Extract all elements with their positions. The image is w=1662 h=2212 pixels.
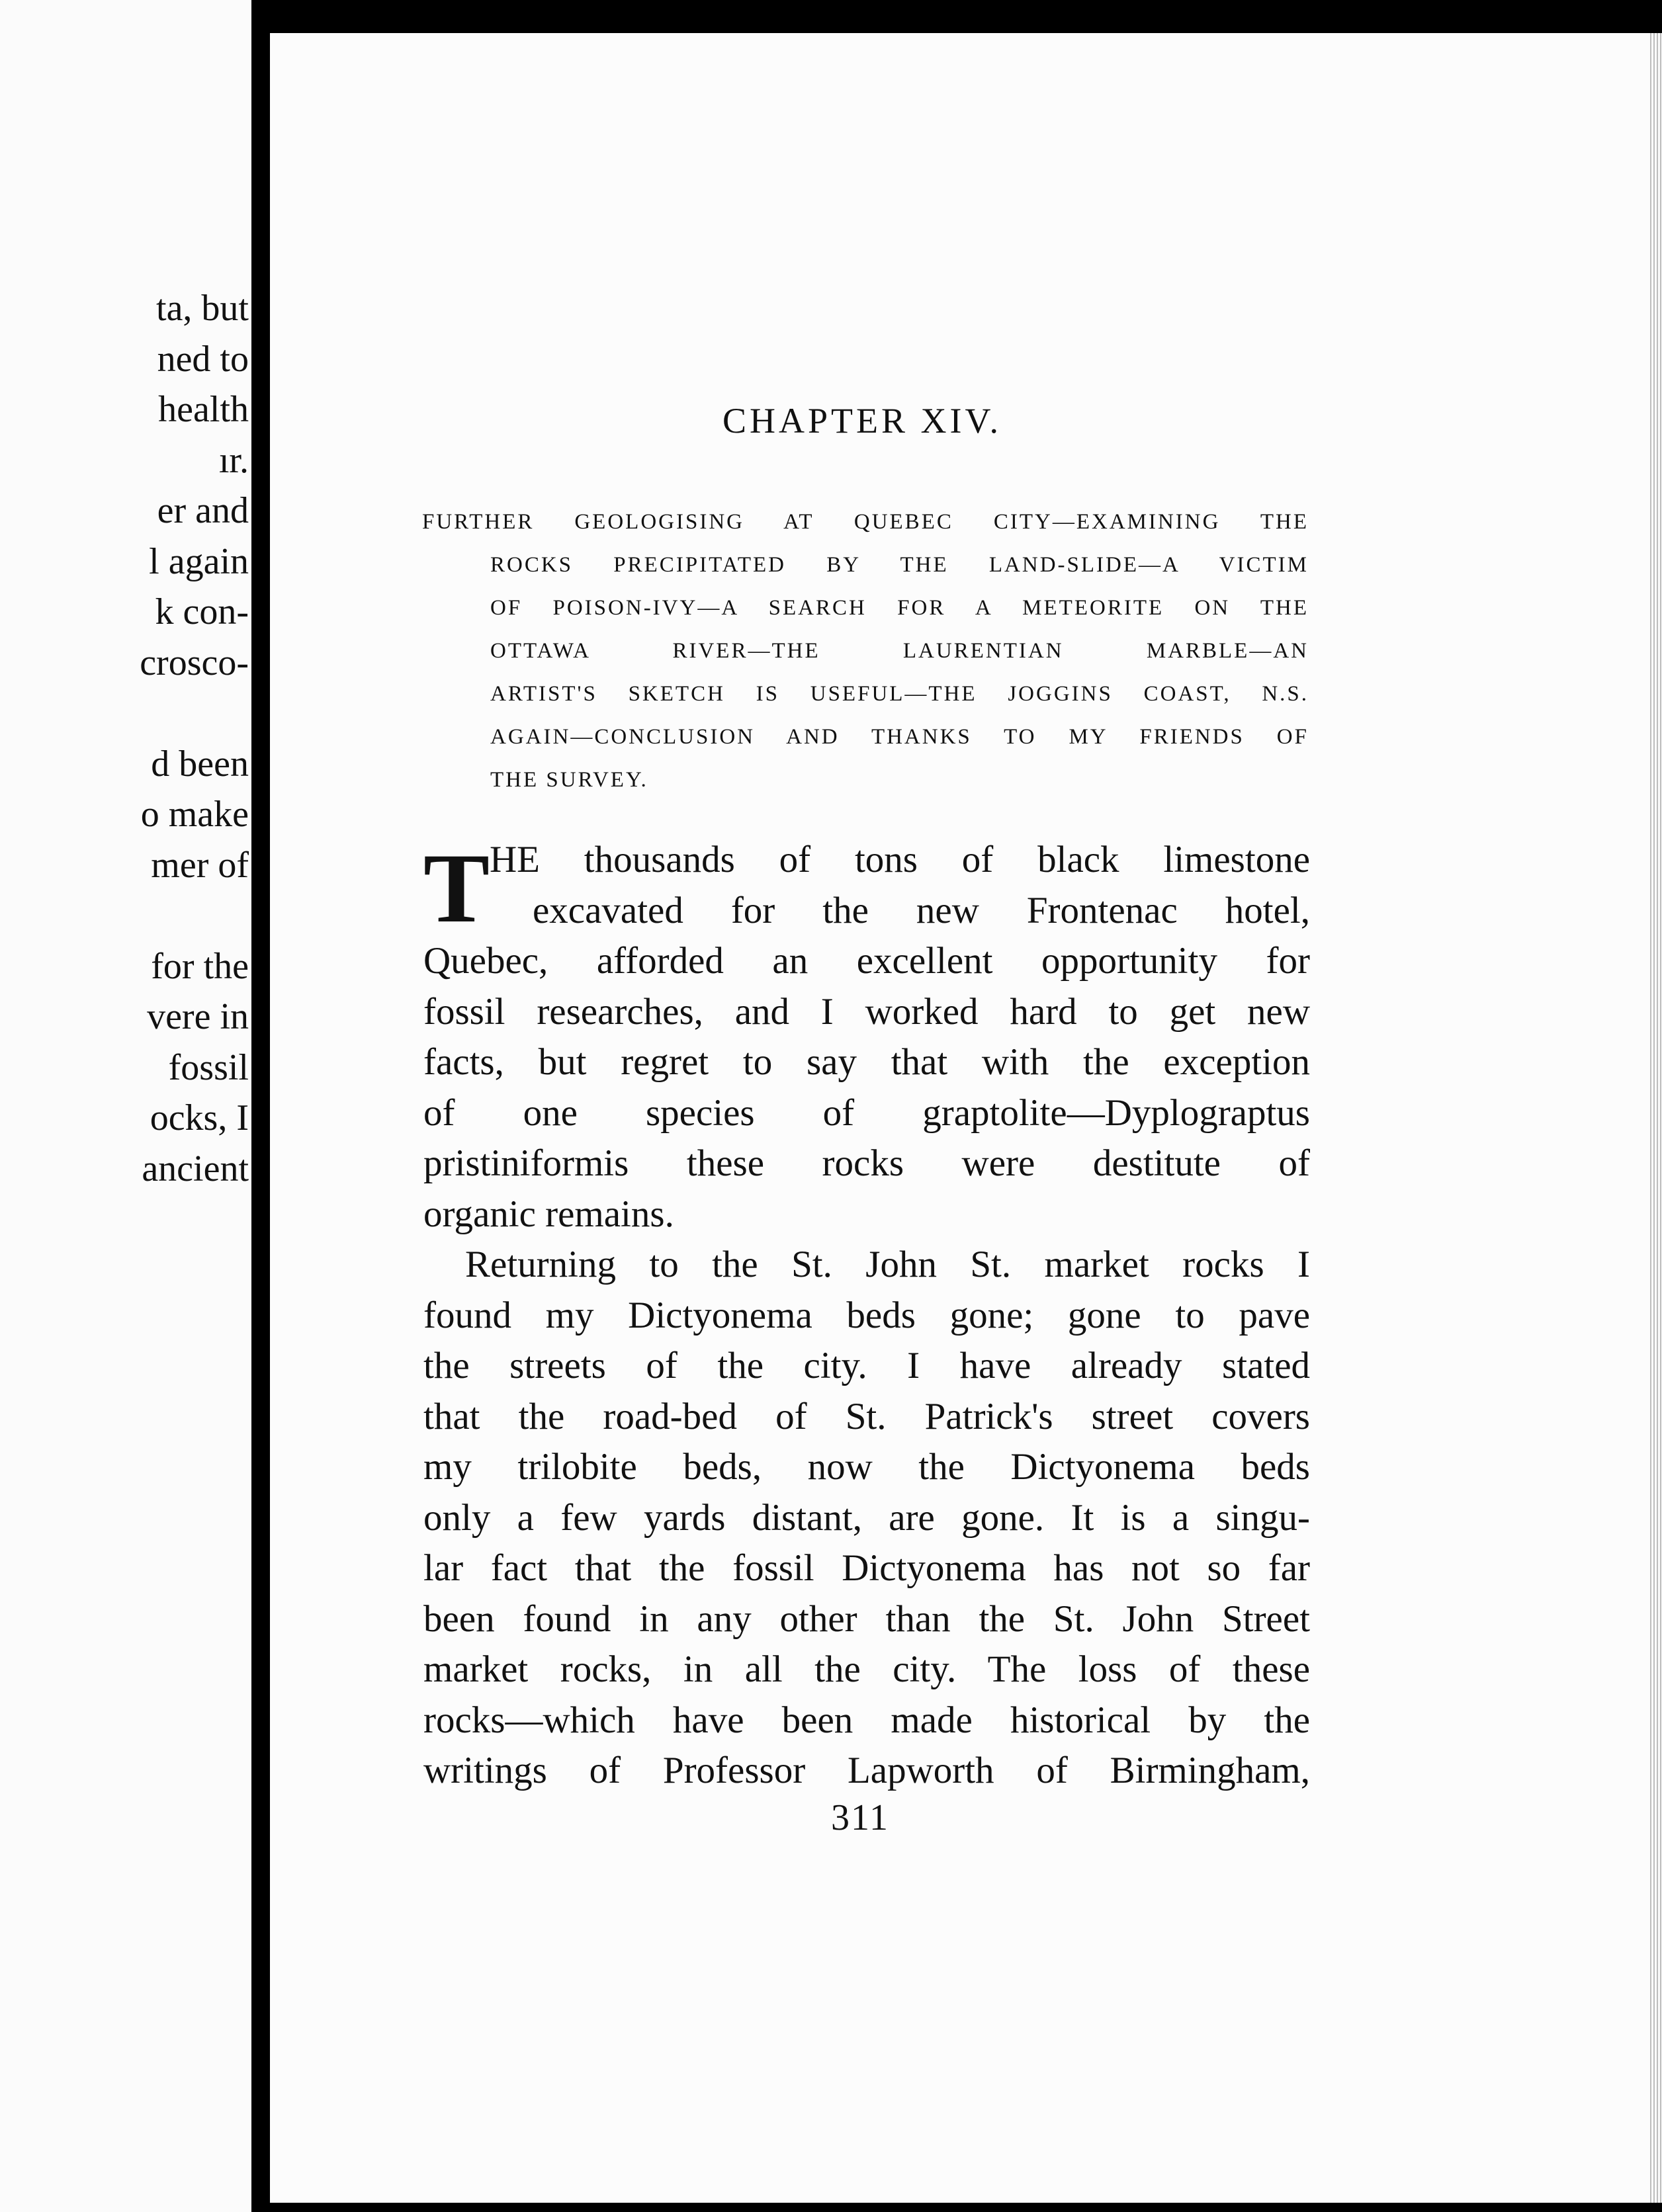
facing-line: ned to: [157, 338, 249, 380]
facing-line: crosco-: [140, 642, 249, 683]
facing-line: k con-: [155, 591, 249, 632]
facing-line: d been: [151, 743, 249, 785]
chapter-title: CHAPTER XIV.: [722, 401, 1002, 441]
drop-cap: T: [423, 833, 490, 943]
text-line: the streets of the city. I have already stated: [423, 1345, 1310, 1386]
facing-line: ta, but: [156, 288, 249, 329]
text-line: facts, but regret to say that with the exception: [423, 1041, 1310, 1083]
facing-line: fossil: [168, 1046, 249, 1088]
text-line: Quebec, afforded an excellent opportunity for: [423, 940, 1310, 982]
facing-line: health: [158, 389, 249, 430]
synopsis-line: AGAIN—CONCLUSION AND THANKS TO MY FRIENDS OF: [490, 725, 1309, 749]
text-line: market rocks, in all the city. The loss of these: [423, 1648, 1310, 1690]
synopsis-line: ROCKS PRECIPITATED BY THE LAND-SLIDE—A VICTIM: [490, 553, 1309, 577]
synopsis-line: OTTAWA RIVER—THE LAURENTIAN MARBLE—AN: [490, 639, 1309, 663]
synopsis-line: OF POISON-IVY—A SEARCH FOR A METEORITE ON THE: [490, 596, 1309, 620]
text-line: fossil researches, and I worked hard to get new: [423, 990, 1310, 1033]
facing-line: vere in: [147, 996, 249, 1037]
text-line: rocks—which have been made historical by the: [423, 1699, 1310, 1741]
facing-page-text: [0, 283, 251, 1194]
text-line: my trilobite beds, now the Dictyonema beds: [423, 1446, 1310, 1488]
page-edge: [1650, 33, 1662, 2209]
text-line: writings of Professor Lapworth of Birmingham,: [423, 1750, 1310, 1791]
text-line: of one species of graptolite—Dyplograptus: [423, 1091, 1310, 1134]
facing-line-gap: [0, 688, 251, 739]
text-line: HE thousands of tons of black limestone: [490, 839, 1310, 880]
facing-line: mer of: [151, 844, 249, 886]
text-line: only a few yards distant, are gone. It is a singu-: [423, 1496, 1310, 1539]
text-line: been found in any other than the St. John Street: [423, 1597, 1310, 1640]
facing-page: [0, 0, 251, 2212]
facing-line: for the: [151, 945, 249, 987]
text-line: pristiniformis these rocks were destitute of: [423, 1142, 1310, 1184]
facing-line: ancient: [142, 1148, 249, 1189]
synopsis-line: FURTHER GEOLOGISING AT QUEBEC CITY—EXAMINING THE: [422, 510, 1309, 534]
book-spine: [251, 0, 270, 2212]
chapter-synopsis: [422, 501, 1309, 802]
text-line: excavated for the new Frontenac hotel,: [533, 889, 1310, 931]
text-line: lar fact that the fossil Dictyonema has not so far: [423, 1547, 1310, 1589]
synopsis-line: THE SURVEY.: [490, 768, 648, 792]
facing-line: l again: [149, 540, 249, 582]
scan-border-bottom: [270, 2203, 1662, 2212]
synopsis-line: ARTIST'S SKETCH IS USEFUL—THE JOGGINS COAST, N.S.: [490, 682, 1309, 706]
facing-line: ır.: [218, 439, 249, 481]
facing-line: er and: [157, 490, 249, 531]
text-line: that the road-bed of St. Patrick's street covers: [423, 1395, 1310, 1437]
facing-line: ocks, I: [150, 1097, 249, 1138]
text-line: found my Dictyonema beds gone; gone to pave: [423, 1294, 1310, 1336]
body-text: [423, 835, 1310, 1797]
text-line: Returning to the St. John St. market rocks I: [465, 1244, 1310, 1285]
scan-border-top: [1125, 0, 1662, 33]
text-line: organic remains.: [423, 1193, 674, 1235]
page-number: 311: [831, 1797, 889, 1838]
facing-line: o make: [140, 794, 249, 835]
facing-line-gap: [0, 890, 251, 941]
